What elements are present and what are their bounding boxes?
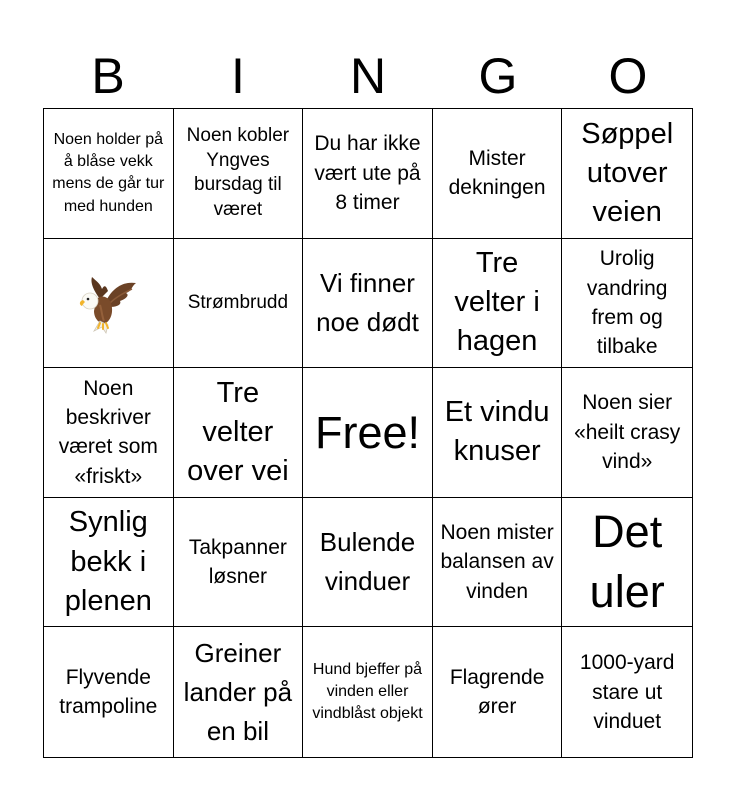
bingo-cell-b2[interactable] bbox=[44, 239, 174, 369]
bingo-cell-g3[interactable] bbox=[433, 368, 563, 498]
cell-label: Hund bjeffer på vinden eller vindblåst objekt bbox=[312, 660, 423, 723]
free-space[interactable] bbox=[303, 368, 433, 498]
cell-label: 1000-yard stare ut vinduet bbox=[579, 651, 675, 733]
cell-label: Noen kobler Yngves bursdag til været bbox=[186, 124, 290, 220]
bingo-cell-b1[interactable] bbox=[44, 109, 174, 239]
cell-label: Takpanner løsner bbox=[188, 535, 287, 589]
bingo-cell-i1[interactable] bbox=[174, 109, 304, 239]
cell-label: Tre velter over vei bbox=[187, 376, 289, 488]
cell-label: Vi finner noe dødt bbox=[316, 267, 419, 337]
header-letter-i: I bbox=[231, 48, 245, 104]
bingo-cell-g1[interactable] bbox=[433, 109, 563, 239]
bingo-cell-i2[interactable] bbox=[174, 239, 304, 369]
cell-label: Greiner lander på en bil bbox=[183, 637, 293, 746]
bingo-cell-i4[interactable] bbox=[174, 498, 304, 628]
bingo-cell-n5[interactable] bbox=[303, 627, 433, 757]
header-letter-n: N bbox=[349, 48, 387, 104]
free-label: Free! bbox=[314, 406, 420, 458]
bingo-cell-b5[interactable] bbox=[44, 627, 174, 757]
cell-label: Noen holder på å blåse vekk mens de går tur med hunden bbox=[52, 130, 165, 215]
bingo-header bbox=[43, 44, 693, 108]
bingo-cell-o2[interactable] bbox=[562, 239, 692, 369]
cell-label: Synlig bekk i plenen bbox=[64, 506, 152, 617]
cell-label: Søppel utover veien bbox=[581, 117, 674, 228]
header-letter-g: G bbox=[478, 48, 518, 104]
bingo-cell-o4[interactable] bbox=[562, 498, 692, 628]
cell-label: Du har ikke vært ute på 8 timer bbox=[314, 132, 421, 214]
cell-label: Strømbrudd bbox=[187, 291, 289, 313]
bingo-cell-b3[interactable] bbox=[44, 368, 174, 498]
cell-label: Et vindu knuser bbox=[444, 396, 550, 468]
cell-label: Flyvende trampoline bbox=[59, 665, 158, 719]
bingo-cell-n2[interactable] bbox=[303, 239, 433, 369]
cell-label: Noen beskriver været som «friskt» bbox=[58, 376, 158, 488]
bingo-cell-g5[interactable] bbox=[433, 627, 563, 757]
bingo-cell-n1[interactable] bbox=[303, 109, 433, 239]
cell-label: Urolig vandring frem og tilbake bbox=[586, 247, 668, 359]
eagle-icon bbox=[76, 271, 140, 335]
bingo-cell-o3[interactable] bbox=[562, 368, 692, 498]
header-letter-o: O bbox=[608, 48, 648, 104]
bingo-cell-g4[interactable] bbox=[433, 498, 563, 628]
cell-label: Tre velter i hagen bbox=[454, 247, 540, 358]
cell-label: Bulende vinduer bbox=[319, 527, 416, 597]
cell-label: Noen sier «heilt crasy vind» bbox=[574, 391, 681, 474]
cell-label: Noen mister balansen av vinden bbox=[440, 521, 554, 603]
bingo-card bbox=[43, 108, 693, 758]
bingo-cell-g2[interactable] bbox=[433, 239, 563, 369]
bingo-cell-i5[interactable] bbox=[174, 627, 304, 757]
bingo-cell-i3[interactable] bbox=[174, 368, 304, 498]
cell-label: Mister dekningen bbox=[448, 146, 546, 200]
bingo-cell-n4[interactable] bbox=[303, 498, 433, 628]
bingo-cell-o5[interactable] bbox=[562, 627, 692, 757]
bingo-cell-b4[interactable] bbox=[44, 498, 174, 628]
header-letter-b: B bbox=[91, 48, 125, 104]
cell-label: Flagrende ører bbox=[449, 665, 545, 719]
bingo-cell-o1[interactable] bbox=[562, 109, 692, 239]
cell-label: Det uler bbox=[589, 506, 665, 618]
